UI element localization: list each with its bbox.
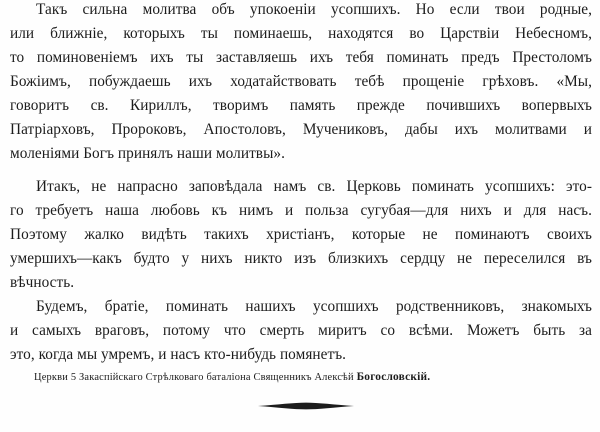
text-line: Божіимъ, побуждаешь ихъ ходатайствовать тебѣ прощеніе грѣховъ. «Мы,	[10, 73, 592, 90]
text-line: это, когда мы умремъ, и насъ кто-нибудь помянетъ.	[10, 346, 347, 363]
text-line: Поэтому жалко видѣть такихъ христіанъ, которые не поминаютъ своихъ	[10, 226, 592, 243]
text-line: или ближніе, которыхъ ты поминаешь, находятся во Царствіи Небесномъ,	[10, 25, 592, 42]
divider-shape	[258, 403, 354, 410]
text-line: Будемъ, братіе, поминать нашихъ усопшихъ родственниковъ, знакомыхъ	[36, 298, 592, 315]
paragraph-exhortation	[10, 295, 592, 367]
text-line: Патріарховъ, Пророковъ, Апостоловъ, Мучениковъ, дабы ихъ молитвами и	[10, 121, 592, 138]
text-line: го требуетъ наша любовь къ нимъ и польза сугубая—для нихъ и для насъ.	[10, 202, 592, 219]
text-line: моленіями Богъ принялъ наши молитвы».	[10, 145, 285, 162]
text-line: умершихъ—какъ будто у нихъ никто изъ близкихъ сердцу не переселился въ	[10, 250, 592, 267]
text-line: говоритъ св. Кириллъ, творимъ память прежде почившихъ вопервыхъ	[10, 97, 592, 114]
paragraph-prayer-for-departed	[10, 0, 592, 166]
text-line: и самыхъ враговъ, потому что смерть миритъ со всѣми. Можетъ быть за	[10, 322, 592, 339]
tapered-rule-ornament-icon	[258, 402, 354, 410]
signature-line	[34, 369, 554, 386]
text-line: вѣчность.	[10, 274, 75, 291]
signature-name: Богословскій.	[356, 371, 431, 383]
paragraph-church-commandment	[10, 175, 592, 295]
signature-text: Церкви 5 Закаспійскаго Стрѣлковаго баталіона Священникъ Алексѣй	[34, 372, 357, 383]
text-line: то поминовеніемъ ихъ ты заставляешь ихъ тебя поминать предъ Престоломъ	[10, 49, 592, 66]
text-line: Итакъ, не напрасно заповѣдала намъ св. Церковь поминать усопшихъ: это-	[36, 178, 592, 195]
text-line: Такъ сильна молитва объ упокоеніи усопшихъ. Но если твои родные,	[36, 1, 592, 18]
